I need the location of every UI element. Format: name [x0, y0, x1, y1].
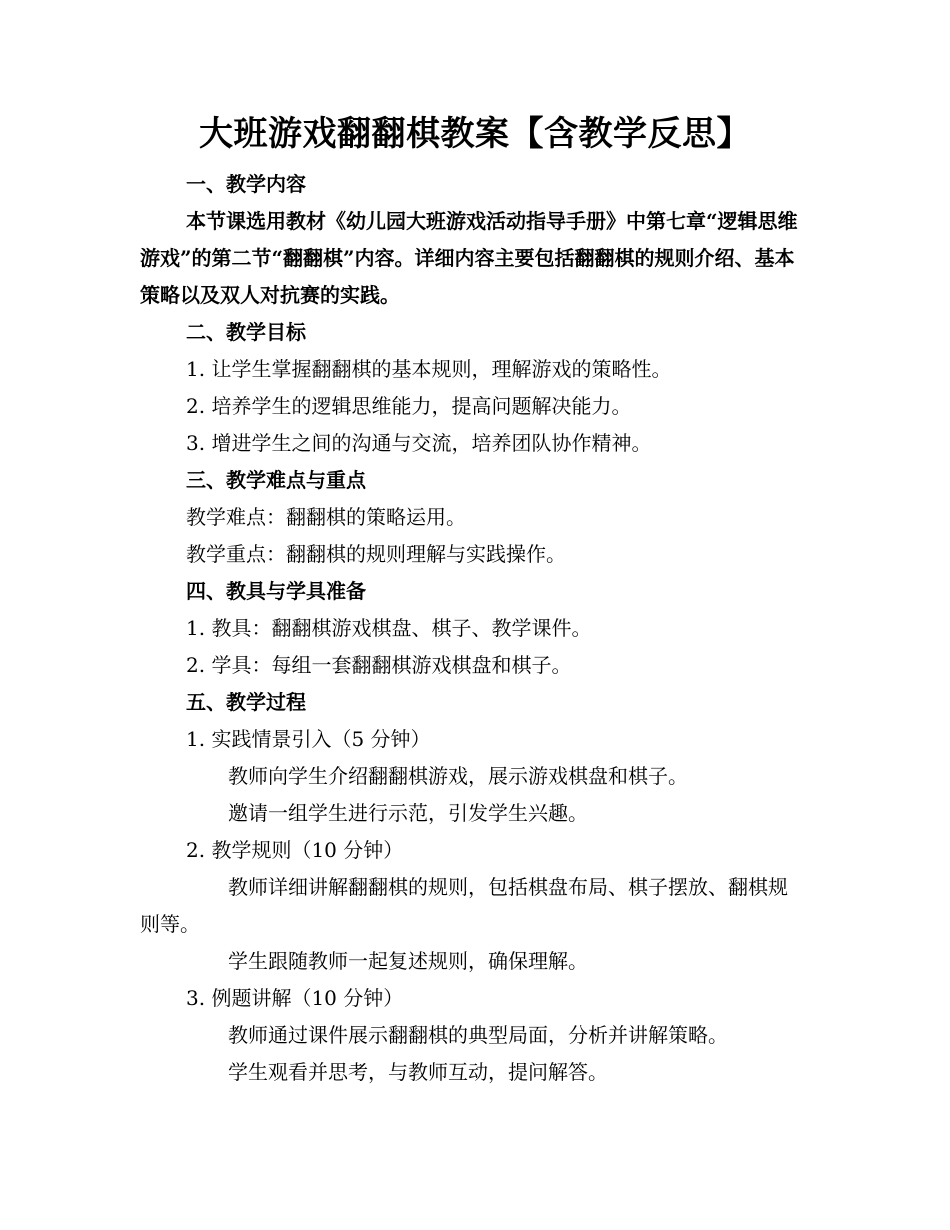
section-heading-content: 一、教学内容 — [186, 172, 306, 196]
step-3-line-2: 学生观看并思考，与教师互动，提问解答。 — [228, 1060, 608, 1084]
goal-item-3: 3. 增进学生之间的沟通与交流，培养团队协作精神。 — [186, 431, 652, 455]
section-heading-process: 五、教学过程 — [186, 690, 306, 714]
key-point-text: 教学重点：翻翻棋的规则理解与实践操作。 — [186, 542, 566, 566]
section-heading-materials: 四、教具与学具准备 — [186, 579, 366, 603]
step-2-title: 2. 教学规则（10 分钟） — [186, 838, 404, 862]
goal-item-1: 1. 让学生掌握翻翻棋的基本规则，理解游戏的策略性。 — [186, 357, 672, 381]
materials-item-2: 2. 学具：每组一套翻翻棋游戏棋盘和棋子。 — [186, 653, 572, 677]
goal-item-2: 2. 培养学生的逻辑思维能力，提高问题解决能力。 — [186, 394, 632, 418]
document-title: 大班游戏翻翻棋教案【含教学反思】 — [199, 114, 751, 154]
step-1-line-1: 教师向学生介绍翻翻棋游戏，展示游戏棋盘和棋子。 — [228, 764, 688, 788]
section-heading-difficulty: 三、教学难点与重点 — [186, 468, 366, 492]
step-2-paragraph: 教师详细讲解翻翻棋的规则，包括棋盘布局、棋子摆放、翻棋规则等。 — [140, 875, 788, 936]
step-1-title: 1. 实践情景引入（5 分钟） — [186, 727, 431, 751]
step-1-line-2: 邀请一组学生进行示范，引发学生兴趣。 — [228, 801, 588, 825]
step-2-line: 学生跟随教师一起复述规则，确保理解。 — [228, 949, 588, 973]
section-heading-goals: 二、教学目标 — [186, 320, 306, 344]
step-3-line-1: 教师通过课件展示翻翻棋的典型局面，分析并讲解策略。 — [228, 1023, 728, 1047]
step-3-title: 3. 例题讲解（10 分钟） — [186, 986, 404, 1010]
content-paragraph: 本节课选用教材《幼儿园大班游戏活动指导手册》中第七章“逻辑思维游戏”的第二节“翻翻棋”内容。详细内容主要包括翻翻棋的规则介绍、基本策略以及双人对抗赛的实践。 — [140, 209, 798, 307]
materials-item-1: 1. 教具：翻翻棋游戏棋盘、棋子、教学课件。 — [186, 616, 592, 640]
difficulty-text: 教学难点：翻翻棋的策略运用。 — [186, 505, 466, 529]
